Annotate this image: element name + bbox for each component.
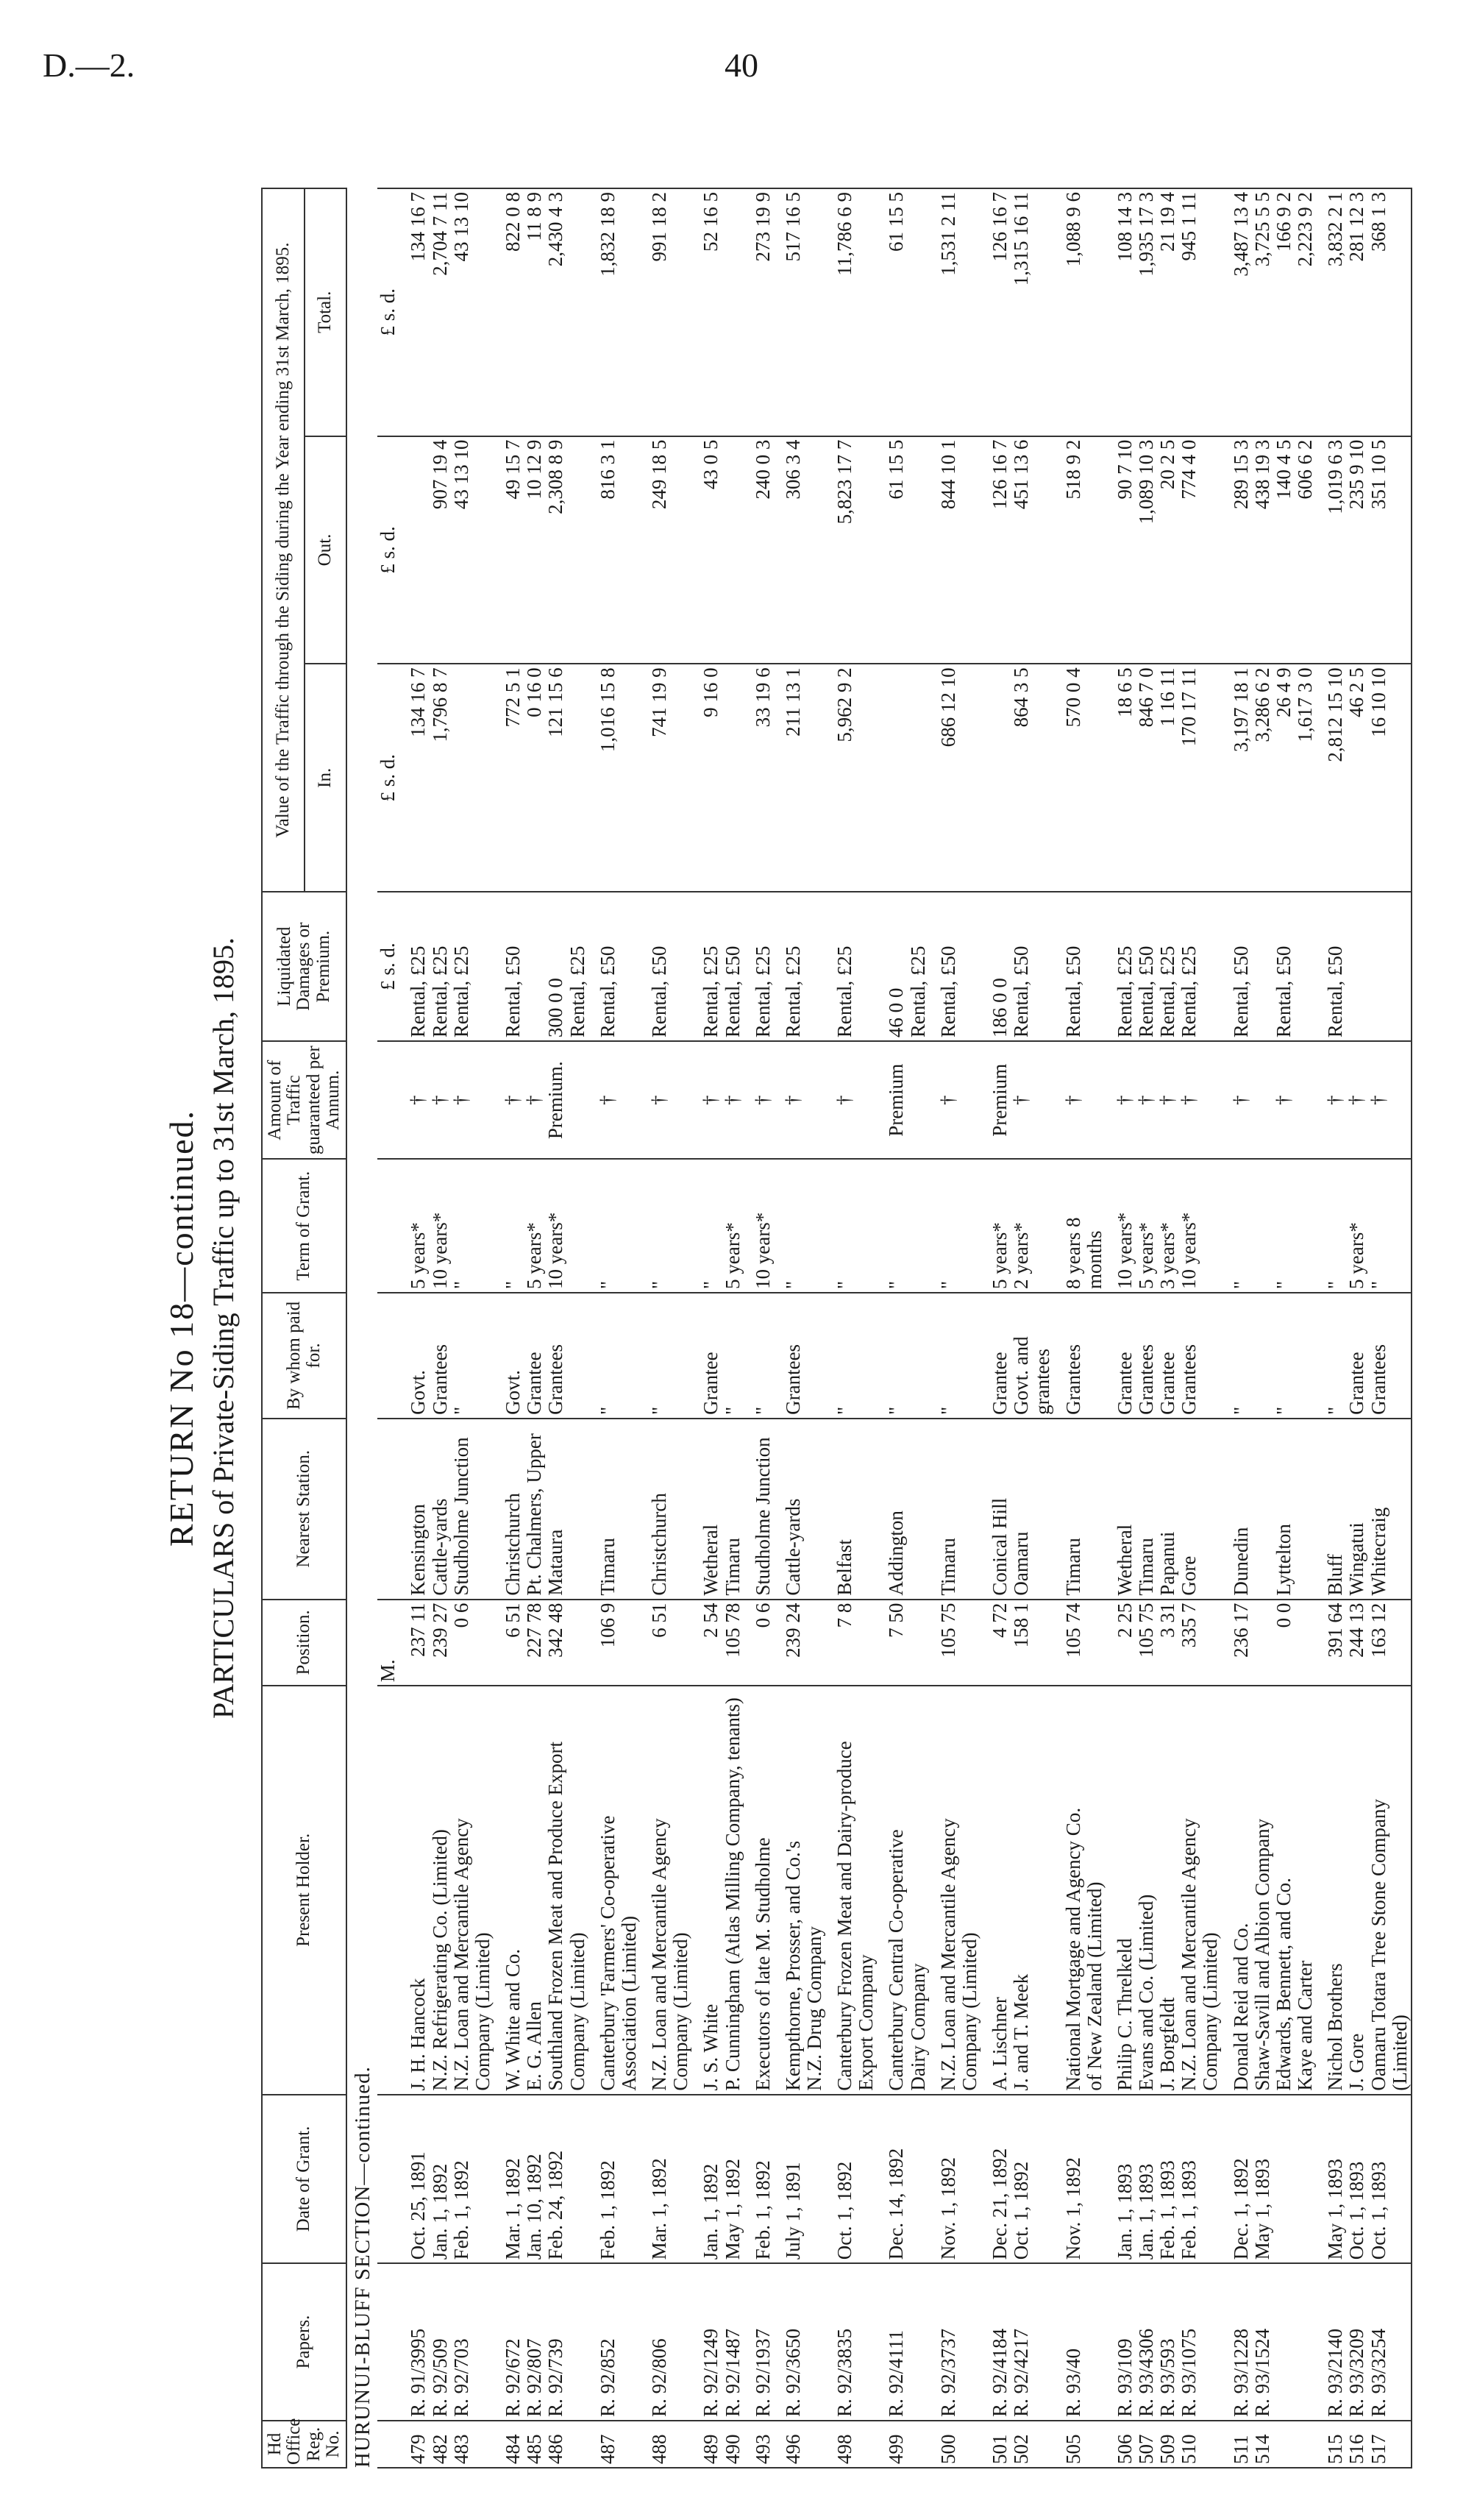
- out-value-cell: 306 3 4: [774, 436, 825, 664]
- in-value-cell: 686 12 10: [929, 664, 980, 892]
- holder-cell: Canterbury Frozen Meat and Dairy-produce Export Company: [825, 1686, 877, 2095]
- term-cell: 8 years 8 months: [1054, 1159, 1106, 1293]
- in-value-cell: 18 6 5 846 7 0 1 16 11 170 17 11: [1106, 664, 1222, 892]
- total-value-cell: 61 15 5: [877, 188, 928, 436]
- out-value-cell: 49 15 7 10 12 9 2,308 8 9: [494, 436, 588, 664]
- paid-for-cell: ": [744, 1293, 774, 1419]
- header-papers: Papers.: [262, 2263, 346, 2421]
- in-value-cell: 864 3 5: [980, 664, 1053, 892]
- section-label: HURUNUI-BLUFF SECTION—continued.: [351, 2066, 374, 2468]
- traffic-cell: †: [1054, 1041, 1106, 1159]
- damages-cell: Rental, £25: [744, 892, 774, 1041]
- term-cell: 10 years*: [744, 1159, 774, 1293]
- document-reference: D.—2.: [43, 46, 135, 84]
- date-cell: Dec. 14, 1892: [877, 2095, 928, 2264]
- holder-cell: National Mortgage and Agency Co. of New Zealand (Limited): [1054, 1686, 1106, 2095]
- total-value-cell: 52 16 5: [691, 188, 743, 436]
- holder-cell: Donald Reid and Co. Shaw-Savill and Albion Company Edwards, Bennett, and Co. Kaye and Carter: [1222, 1686, 1317, 2095]
- in-value-cell: [877, 664, 928, 892]
- paid-for-cell: ": [877, 1293, 928, 1419]
- damages-cell: 46 0 0 Rental, £25: [877, 892, 928, 1041]
- station-cell: Christchurch: [640, 1419, 691, 1600]
- traffic-cell: Premium †: [980, 1041, 1053, 1159]
- table-row: [640, 188, 691, 2468]
- term-cell: " 5 years* ": [1316, 1159, 1412, 1293]
- total-value-cell: 108 14 3 1,935 17 3 21 19 4 945 1 11: [1106, 188, 1222, 436]
- in-value-cell: 134 16 7 1,796 8 7: [399, 664, 494, 892]
- reg-no-cell: 487: [588, 2421, 640, 2468]
- damages-cell: Rental, £50: [929, 892, 980, 1041]
- paid-for-cell: Grantee Grantees Grantee Grantees: [1106, 1293, 1222, 1419]
- traffic-cell: †: [744, 1041, 774, 1159]
- holder-cell: Canterbury 'Farmers' Co-operative Association (Limited): [588, 1686, 640, 2095]
- return-title: RETURN No 18—continued.: [163, 1109, 200, 1547]
- traffic-cell: † †: [1222, 1041, 1317, 1159]
- term-cell: 5 years* 10 years* ": [399, 1159, 494, 1293]
- damages-cell: Rental, £50 Rental, £50: [1222, 892, 1317, 1041]
- table-row: [929, 188, 980, 2468]
- traffic-cell: † † †: [399, 1041, 494, 1159]
- header-damages: Liquidated Damages or Premium.: [262, 892, 346, 1041]
- table-row: [1106, 188, 1222, 2468]
- reg-no-cell: 488: [640, 2421, 691, 2468]
- out-value-cell: 907 19 4 43 13 10: [399, 436, 494, 664]
- page-number: 40: [725, 46, 758, 84]
- traffic-cell: †: [588, 1041, 640, 1159]
- position-cell: 391 64 244 13 163 12: [1316, 1600, 1412, 1686]
- paid-for-cell: " ": [1222, 1293, 1317, 1419]
- holder-cell: N.Z. Loan and Mercantile Agency Company (Limited): [929, 1686, 980, 2095]
- term-cell: ": [929, 1159, 980, 1293]
- station-cell: Belfast: [825, 1419, 877, 1600]
- date-cell: Jan. 1, 1892 May 1, 1892: [691, 2095, 743, 2264]
- header-reg-no: Hd Office Reg. No.: [262, 2421, 346, 2468]
- papers-cell: R. 93/40: [1054, 2263, 1106, 2421]
- station-cell: Studholme Junction: [744, 1419, 774, 1600]
- header-term: Term of Grant.: [262, 1159, 346, 1293]
- damages-cell: Rental, £25: [774, 892, 825, 1041]
- out-value-cell: 249 18 5: [640, 436, 691, 664]
- papers-cell: R. 92/806: [640, 2263, 691, 2421]
- traffic-cell: † † Premium.: [494, 1041, 588, 1159]
- holder-cell: Canterbury Central Co-operative Dairy Company: [877, 1686, 928, 2095]
- holder-cell: Nichol Brothers J. Gore Oamaru Totara Tree Stone Company (Limited): [1316, 1686, 1412, 2095]
- table-row: [1316, 188, 1412, 2468]
- papers-cell: R. 93/109 R. 93/4306 R. 93/593 R. 93/1075: [1106, 2263, 1222, 2421]
- position-cell: 4 72 158 1: [980, 1600, 1053, 1686]
- term-cell: 10 years* 5 years* 3 years* 10 years*: [1106, 1159, 1222, 1293]
- paid-for-cell: Govt. Grantees ": [399, 1293, 494, 1419]
- in-units: £ s. d.: [377, 664, 399, 892]
- total-value-cell: 3,832 2 1 281 12 3 368 1 3: [1316, 188, 1412, 436]
- header-value: Value of the Traffic through the Siding during the Year ending 31st March, 1895.: [262, 188, 305, 892]
- papers-cell: R. 92/1937: [744, 2263, 774, 2421]
- date-cell: Oct. 25, 1891 Jan. 1, 1892 Feb. 1, 1892: [399, 2095, 494, 2264]
- holder-cell: W. White and Co. E. G. Allen Southland Frozen Meat and Produce Export Company (Limited): [494, 1686, 588, 2095]
- header-position: Position.: [262, 1600, 346, 1686]
- paid-for-cell: Grantees: [774, 1293, 825, 1419]
- term-cell: 5 years* 2 years*: [980, 1159, 1053, 1293]
- in-value-cell: 9 16 0: [691, 664, 743, 892]
- in-value-cell: 570 0 4: [1054, 664, 1106, 892]
- out-value-cell: 289 15 3 438 19 3 140 4 5 606 6 2: [1222, 436, 1317, 664]
- rotated-table-sheet: [162, 188, 1411, 2468]
- total-value-cell: 3,487 13 4 3,725 5 5 166 9 2 2,223 9 2: [1222, 188, 1317, 436]
- damages-cell: Rental, £50: [640, 892, 691, 1041]
- traffic-cell: † † †: [1316, 1041, 1412, 1159]
- reg-no-cell: 500: [929, 2421, 980, 2468]
- reg-no-cell: 499: [877, 2421, 928, 2468]
- date-cell: Feb. 1, 1892: [744, 2095, 774, 2264]
- damages-units: £ s. d.: [377, 892, 399, 1041]
- total-value-cell: 517 16 5: [774, 188, 825, 436]
- position-cell: 7 8: [825, 1600, 877, 1686]
- papers-cell: R. 93/1228 R. 93/1524: [1222, 2263, 1317, 2421]
- date-cell: Nov. 1, 1892: [1054, 2095, 1106, 2264]
- term-cell: " 5 years*: [691, 1159, 743, 1293]
- table-row: [744, 188, 774, 2468]
- papers-cell: R. 91/3995 R. 92/509 R. 92/703: [399, 2263, 494, 2421]
- total-value-cell: 1,531 2 11: [929, 188, 980, 436]
- out-value-cell: 518 9 2: [1054, 436, 1106, 664]
- table-body: [346, 188, 1412, 2468]
- station-cell: Timaru: [929, 1419, 980, 1600]
- date-cell: Oct. 1, 1892: [825, 2095, 877, 2264]
- station-cell: Conical Hill Oamaru: [980, 1419, 1053, 1600]
- papers-cell: R. 92/1249 R. 92/1487: [691, 2263, 743, 2421]
- header-traffic: Amount of Traffic guaranteed per Annum.: [262, 1041, 346, 1159]
- reg-no-cell: 498: [825, 2421, 877, 2468]
- out-units: £ s. d.: [377, 436, 399, 664]
- station-cell: Kensington Cattle-yards Studholme Junction: [399, 1419, 494, 1600]
- station-cell: Christchurch Pt. Chalmers, Upper Mataura: [494, 1419, 588, 1600]
- papers-cell: R. 92/3737: [929, 2263, 980, 2421]
- position-cell: 2 25 105 75 3 31 335 7: [1106, 1600, 1222, 1686]
- position-cell: 239 24: [774, 1600, 825, 1686]
- reg-no-cell: 501 502: [980, 2421, 1053, 2468]
- out-value-cell: 126 16 7 451 13 6: [980, 436, 1053, 664]
- in-value-cell: 3,197 18 1 3,286 6 2 26 4 9 1,617 3 0: [1222, 664, 1317, 892]
- table-row: [980, 188, 1053, 2468]
- date-cell: Mar. 1, 1892 Jan. 10, 1892 Feb. 24, 1892: [494, 2095, 588, 2264]
- damages-cell: Rental, £50: [1316, 892, 1412, 1041]
- damages-cell: Rental, £25 Rental, £50: [691, 892, 743, 1041]
- header-in: In.: [305, 664, 347, 892]
- position-cell: 6 51 227 78 342 48: [494, 1600, 588, 1686]
- out-value-cell: 816 3 1: [588, 436, 640, 664]
- reg-no-cell: 479 482 483: [399, 2421, 494, 2468]
- paid-for-cell: ": [588, 1293, 640, 1419]
- out-value-cell: 1,019 6 3 235 9 10 351 10 5: [1316, 436, 1412, 664]
- paid-for-cell: ": [825, 1293, 877, 1419]
- position-cell: 7 50: [877, 1600, 928, 1686]
- term-cell: " ": [1222, 1159, 1317, 1293]
- papers-cell: R. 92/4111: [877, 2263, 928, 2421]
- table-row: [1054, 188, 1106, 2468]
- station-cell: Addington: [877, 1419, 928, 1600]
- paid-for-cell: Grantee Govt. and grantees: [980, 1293, 1053, 1419]
- papers-cell: R. 92/3835: [825, 2263, 877, 2421]
- reg-no-cell: 511 514: [1222, 2421, 1317, 2468]
- total-value-cell: 126 16 7 1,315 16 11: [980, 188, 1053, 436]
- date-cell: Feb. 1, 1892: [588, 2095, 640, 2264]
- traffic-cell: † † † †: [1106, 1041, 1222, 1159]
- traffic-table-wrapper: [261, 188, 1412, 2468]
- header-paid-for: By whom paid for.: [262, 1293, 346, 1419]
- paid-for-cell: Grantee ": [691, 1293, 743, 1419]
- damages-cell: Rental, £25: [825, 892, 877, 1041]
- header-holder: Present Holder.: [262, 1686, 346, 2095]
- position-unit: M.: [377, 1600, 399, 1686]
- total-value-cell: 273 19 9: [744, 188, 774, 436]
- holder-cell: A. Lischner J. and T. Meek: [980, 1686, 1053, 2095]
- total-value-cell: 991 18 2: [640, 188, 691, 436]
- table-row: [588, 188, 640, 2468]
- position-cell: 2 54 105 78: [691, 1600, 743, 1686]
- term-cell: ": [774, 1159, 825, 1293]
- date-cell: Dec. 1, 1892 May 1, 1893: [1222, 2095, 1317, 2264]
- station-cell: Timaru: [1054, 1419, 1106, 1600]
- damages-cell: Rental, £50: [588, 892, 640, 1041]
- damages-cell: Rental, £50: [1054, 892, 1106, 1041]
- date-cell: Dec. 21, 1892 Oct. 1, 1892: [980, 2095, 1053, 2264]
- total-value-cell: 1,832 18 9: [588, 188, 640, 436]
- holder-cell: Philip C. Threlkeld Evans and Co. (Limited) J. Borgfeldt N.Z. Loan and Mercantile Agency Company (Limited): [1106, 1686, 1222, 2095]
- header-date: Date of Grant.: [262, 2095, 346, 2264]
- total-value-cell: 822 0 8 11 8 9 2,430 4 3: [494, 188, 588, 436]
- station-cell: Wetheral Timaru: [691, 1419, 743, 1600]
- holder-cell: J. H. Hancock N.Z. Refrigerating Co. (Limited) N.Z. Loan and Mercantile Agency Company (Limited): [399, 1686, 494, 2095]
- papers-cell: R. 92/672 R. 92/807 R. 92/739: [494, 2263, 588, 2421]
- paid-for-cell: ": [640, 1293, 691, 1419]
- header-station: Nearest Station.: [262, 1419, 346, 1600]
- damages-cell: Rental, £25 Rental, £50 Rental, £25 Rental, £25: [1106, 892, 1222, 1041]
- holder-cell: Executors of late M. Studholme: [744, 1686, 774, 2095]
- holder-cell: Kempthorne, Prosser, and Co.'s N.Z. Drug Company: [774, 1686, 825, 2095]
- date-cell: July 1, 1891: [774, 2095, 825, 2264]
- term-cell: ": [825, 1159, 877, 1293]
- out-value-cell: 43 0 5: [691, 436, 743, 664]
- table-row: [691, 188, 743, 2468]
- header-out: Out.: [305, 436, 347, 664]
- position-cell: 236 17 0 0: [1222, 1600, 1317, 1686]
- reg-no-cell: 506 507 509 510: [1106, 2421, 1222, 2468]
- out-value-cell: 844 10 1: [929, 436, 980, 664]
- paid-for-cell: Grantees: [1054, 1293, 1106, 1419]
- reg-no-cell: 493: [744, 2421, 774, 2468]
- table-row: [494, 188, 588, 2468]
- damages-cell: Rental, £50 300 0 0 Rental, £25: [494, 892, 588, 1041]
- units-row: [377, 188, 399, 2468]
- private-siding-traffic-table: [261, 188, 1412, 2468]
- paid-for-cell: " Grantee Grantees: [1316, 1293, 1412, 1419]
- station-cell: Wetheral Timaru Papanui Gore: [1106, 1419, 1222, 1600]
- date-cell: May 1, 1893 Oct. 1, 1893 Oct. 1, 1893: [1316, 2095, 1412, 2264]
- position-cell: 0 6: [744, 1600, 774, 1686]
- out-value-cell: 5,823 17 7: [825, 436, 877, 664]
- position-cell: 237 11 239 27 0 6: [399, 1600, 494, 1686]
- date-cell: Mar. 1, 1892: [640, 2095, 691, 2264]
- in-value-cell: 741 19 9: [640, 664, 691, 892]
- total-value-cell: 134 16 7 2,704 7 11 43 13 10: [399, 188, 494, 436]
- reg-no-cell: 489 490: [691, 2421, 743, 2468]
- traffic-cell: †: [929, 1041, 980, 1159]
- term-cell: ": [640, 1159, 691, 1293]
- position-cell: 6 51: [640, 1600, 691, 1686]
- damages-cell: 186 0 0 Rental, £50: [980, 892, 1053, 1041]
- in-value-cell: 1,016 15 8: [588, 664, 640, 892]
- total-value-cell: 1,088 9 6: [1054, 188, 1106, 436]
- traffic-cell: †: [825, 1041, 877, 1159]
- station-cell: Cattle-yards: [774, 1419, 825, 1600]
- position-cell: 105 74: [1054, 1600, 1106, 1686]
- table-row: [877, 188, 928, 2468]
- traffic-cell: †: [774, 1041, 825, 1159]
- header-total: Total.: [305, 188, 347, 436]
- table-row: [399, 188, 494, 2468]
- traffic-cell: †: [640, 1041, 691, 1159]
- paid-for-cell: ": [929, 1293, 980, 1419]
- table-row: [825, 188, 877, 2468]
- holder-cell: J. S. White P. Cunningham (Atlas Milling Company, tenants): [691, 1686, 743, 2095]
- in-value-cell: 2,812 15 10 46 2 5 16 10 10: [1316, 664, 1412, 892]
- date-cell: Nov. 1, 1892: [929, 2095, 980, 2264]
- position-cell: 105 75: [929, 1600, 980, 1686]
- papers-cell: R. 92/852: [588, 2263, 640, 2421]
- total-units: £ s. d.: [377, 188, 399, 436]
- reg-no-cell: 515 516 517: [1316, 2421, 1412, 2468]
- papers-cell: R. 92/4184 R. 92/4217: [980, 2263, 1053, 2421]
- section-row: [346, 188, 377, 2468]
- in-value-cell: 33 19 6: [744, 664, 774, 892]
- in-value-cell: 772 5 1 0 16 0 121 15 6: [494, 664, 588, 892]
- station-cell: Bluff Wingatui Whitecraig: [1316, 1419, 1412, 1600]
- position-cell: 106 9: [588, 1600, 640, 1686]
- in-value-cell: 5,962 9 2: [825, 664, 877, 892]
- term-cell: " 5 years* 10 years*: [494, 1159, 588, 1293]
- reg-no-cell: 505: [1054, 2421, 1106, 2468]
- table-row: [1222, 188, 1317, 2468]
- out-value-cell: 90 7 10 1,089 10 3 20 2 5 774 4 0: [1106, 436, 1222, 664]
- out-value-cell: 240 0 3: [744, 436, 774, 664]
- station-cell: Timaru: [588, 1419, 640, 1600]
- total-value-cell: 11,786 6 9: [825, 188, 877, 436]
- papers-cell: R. 92/3650: [774, 2263, 825, 2421]
- reg-no-cell: 484 485 486: [494, 2421, 588, 2468]
- out-value-cell: 61 15 5: [877, 436, 928, 664]
- term-cell: ": [877, 1159, 928, 1293]
- reg-no-cell: 496: [774, 2421, 825, 2468]
- traffic-cell: † †: [691, 1041, 743, 1159]
- station-cell: Dunedin Lyttelton: [1222, 1419, 1317, 1600]
- traffic-cell: Premium: [877, 1041, 928, 1159]
- paid-for-cell: Govt. Grantee Grantees: [494, 1293, 588, 1419]
- date-cell: Jan. 1, 1893 Jan. 1, 1893 Feb. 1, 1893 Feb. 1, 1893: [1106, 2095, 1222, 2264]
- holder-cell: N.Z. Loan and Mercantile Agency Company (Limited): [640, 1686, 691, 2095]
- papers-cell: R. 93/2140 R. 93/3209 R. 93/3254: [1316, 2263, 1412, 2421]
- term-cell: ": [588, 1159, 640, 1293]
- table-row: [774, 188, 825, 2468]
- in-value-cell: 211 13 1: [774, 664, 825, 892]
- damages-cell: Rental, £25 Rental, £25 Rental, £25: [399, 892, 494, 1041]
- table-subtitle: PARTICULARS of Private-Siding Traffic up to 31st March, 1895.: [207, 937, 240, 1719]
